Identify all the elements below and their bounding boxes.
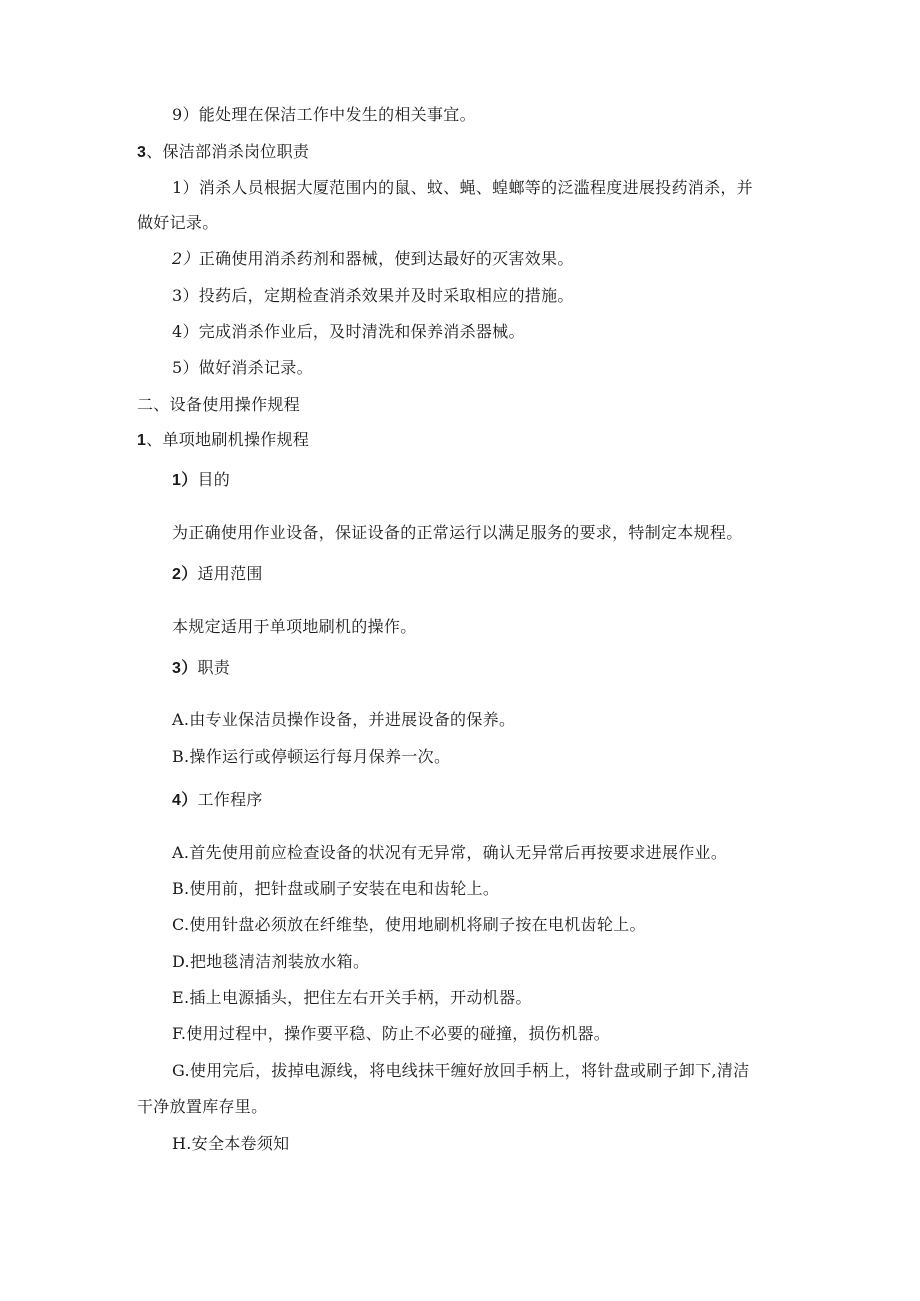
line-text: 正确使用消杀药剂和器械，使到达最好的灭害效果。 bbox=[198, 249, 574, 268]
subsection-number: 3） bbox=[172, 660, 198, 677]
item-1-continuation bbox=[137, 212, 219, 234]
line-text: B.使用前，把针盘或刷子安装在电和齿轮上。 bbox=[172, 879, 500, 898]
line-text: 职责 bbox=[197, 658, 231, 677]
line-text: C.使用针盘必须放在纤维垫，使用地刷机将刷子按在电机齿轮上。 bbox=[172, 915, 646, 934]
subsection-scope-heading bbox=[172, 563, 263, 586]
item-2-text bbox=[172, 248, 574, 270]
line-text: 为正确使用作业设备，保证设备的正常运行以满足服务的要求，特制定本规程。 bbox=[172, 523, 743, 542]
line-text: H.安全本卷须知 bbox=[172, 1134, 290, 1153]
purpose-text bbox=[172, 522, 743, 544]
line-text: 目的 bbox=[197, 470, 231, 489]
chapter-2-heading bbox=[137, 394, 300, 416]
line-text: 9）能处理在保洁工作中发生的相关事宜。 bbox=[172, 105, 476, 124]
procedure-f-text bbox=[172, 1023, 610, 1045]
procedure-a-text bbox=[172, 842, 727, 864]
line-text: 工作程序 bbox=[197, 790, 263, 809]
line-text: 3）投药后，定期检查消杀效果并及时采取相应的措施。 bbox=[172, 286, 574, 305]
procedure-e-text bbox=[172, 987, 532, 1009]
line-text: 、保洁部消杀岗位职责 bbox=[146, 142, 310, 161]
item-4-text bbox=[172, 321, 525, 343]
line-text: E.插上电源插头，把住左右开关手柄，开动机器。 bbox=[172, 988, 532, 1007]
item-3-text bbox=[172, 285, 574, 307]
line-text: 做好记录。 bbox=[137, 213, 219, 232]
item-number: 2） bbox=[172, 249, 199, 268]
section-3-heading bbox=[137, 141, 309, 164]
line-text: D.把地毯清洁剂装放水箱。 bbox=[172, 952, 370, 971]
line-text: G.使用完后，拔掉电源线，将电线抹干缠好放回手柄上，将针盘或刷子卸下,清洁 bbox=[172, 1061, 750, 1080]
line-text: 、单项地刷机操作规程 bbox=[146, 430, 310, 449]
line-text: B.操作运行或停顿运行每月保养一次。 bbox=[172, 747, 451, 766]
item-1-text bbox=[172, 177, 753, 199]
line-text: 本规定适用于单项地刷机的操作。 bbox=[172, 617, 417, 636]
section-1-heading bbox=[137, 429, 309, 452]
line-text: 二、设备使用操作规程 bbox=[137, 395, 301, 414]
line-text: 5）做好消杀记录。 bbox=[172, 358, 313, 377]
subsection-number: 1） bbox=[172, 472, 198, 489]
procedure-h-text bbox=[172, 1133, 289, 1155]
section-number: 3 bbox=[137, 144, 147, 161]
section-number: 1 bbox=[137, 432, 147, 449]
subsection-number: 2） bbox=[172, 566, 198, 583]
procedure-c-text bbox=[172, 914, 646, 936]
procedure-g-text bbox=[172, 1060, 749, 1082]
subsection-purpose-heading bbox=[172, 469, 230, 492]
duty-b-text bbox=[172, 746, 450, 768]
subsection-duties-heading bbox=[172, 657, 230, 680]
procedure-b-text bbox=[172, 878, 499, 900]
procedure-d-text bbox=[172, 951, 369, 973]
scope-text bbox=[172, 616, 417, 638]
line-text: 1）消杀人员根据大厦范围内的鼠、蚊、蝇、蝗螂等的泛滥程度进展投药消杀，并 bbox=[172, 178, 753, 197]
line-text: 4）完成消杀作业后，及时清洗和保养消杀器械。 bbox=[172, 322, 525, 341]
line-text: 干净放置库存里。 bbox=[137, 1097, 268, 1116]
procedure-g-continuation bbox=[137, 1096, 267, 1118]
line-text: 适用范围 bbox=[197, 564, 263, 583]
item-9-text bbox=[172, 104, 476, 126]
item-5-text bbox=[172, 357, 313, 379]
line-text: F.使用过程中，操作要平稳、防止不必要的碰撞，损伤机器。 bbox=[172, 1024, 611, 1043]
subsection-number: 4） bbox=[172, 792, 198, 809]
line-text: A.首先使用前应检查设备的状况有无异常，确认无异常后再按要求进展作业。 bbox=[172, 843, 728, 862]
duty-a-text bbox=[172, 709, 515, 731]
line-text: A.由专业保洁员操作设备，并进展设备的保养。 bbox=[172, 710, 516, 729]
subsection-procedure-heading bbox=[172, 789, 263, 812]
